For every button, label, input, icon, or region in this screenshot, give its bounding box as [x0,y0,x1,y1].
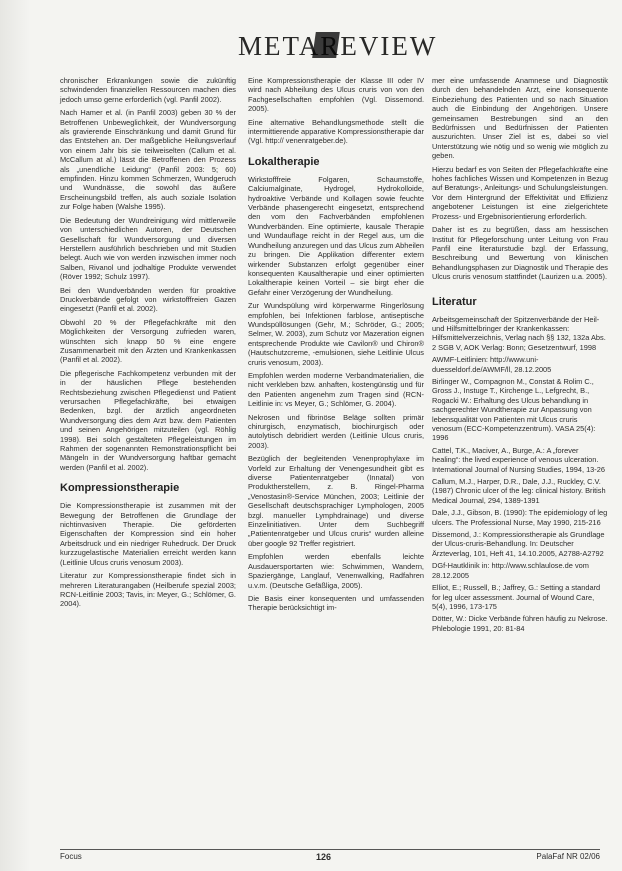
footer-section-label: Focus [60,852,82,861]
column-middle [248,76,424,617]
paragraph: Empfohlen werden moderne Verbandmaterialien, die nicht verkleben bzw. anhaften, kostengünstig und für den Patienten angenehm zum Tragen sind (RCN-Leitlinie in: vs Meyer, G.; Schlömer, G. 2004). [248,370,424,409]
column-right [432,76,608,636]
issue-label: PalaFaf NR 02/06 [536,852,600,861]
reference-item: Dötter, W.: Dicke Verbände führen häufig zu Nekrose. Phlebologie 1991, 20: 81-84 [432,614,608,633]
paragraph: Obwohl 20 % der Pflegefachkräfte mit den Möglichkeiten der Versorgung zufrieden waren, wünschten sich knapp 50 % eine engere Zusammenarbeit mit den Ärzten und Krankenkassen (Panfil et al. 2002). [60,317,236,365]
reference-item: Dale, J.J., Gibson, B. (1990): The epidemiology of leg ulcers. The Professional Nurse, May 1990, 215-216 [432,508,608,527]
paragraph: chronischer Erkrankungen sowie die zukünftig schwindenden finanziellen Ressourcen machen dies jedoch umso gerne erforderlich (vgl. Panfil 2002). [60,76,236,104]
reference-item: Dissemond, J.: Kompressionstherapie als Grundlage der Ulcus-cruris-Behandlung. In: Deutscher Ärzteverlag, 101, Heft 41, 14.10.2005, A2788-A2792 [432,530,605,558]
scan-edge [0,0,30,871]
logo-text: METAREVIEW [238,31,438,61]
paragraph: Zur Wundspülung wird körperwarme Ringerlösung empfohlen, bei Infektionen farblose, antiseptische Wundspüllösungen (Gehr, M.; Schröder, G.; 2005; Selmer, W. 2003), zum Schutz vor Mazeration eignen entsprechende Produkte wie Cavilon® und Chiron® (Hautschutzcreme, -emulsionen, siehe Leitlinie Ulcus cruris venosum, 2003). [248,301,424,367]
paragraph: Bezüglich der begleitenden Venenprophylaxe im Vorfeld zur Erhaltung der Venengesundheit gibt es diverse Patientenratgeber (Innatal) von Produktherstellern, z. B. Ringel-Pharma „Venostasin®-Service München, 2003; Leitlinie der Gesellschaft deutschsprachiger Lymphologen, 2005 bzgl. manueller Lymphdrainage) und diverse Einzelinitiativen. Unter dem Suchbegriff „Patientenratgeber und Ulcus cruris“ wurden alleine über google 92 Treffer registriert. [248,454,424,548]
reference-item: Birlinger W., Cornpagnon M., Constat & Rolim C., Gross J., Instuge T., Kirchenge L., Lefgrecht, B., Rogacki W.: Erhaltung des Ulcus behandlung in sachgerechter Wundtherapie zur Anpassung von lebensqualität von Patienten mit Ulcus cruris venosum (ECC-Kompetenzzentrum). VASA 25(4): 1996 [432,376,596,443]
page-footer [60,851,600,863]
paragraph: Bei den Wundverbänden werden für proaktive Druckverbände gefolgt von wirkstofffreien Gazen eingesetzt (Panfil et al. 2002). [60,285,236,314]
paragraph: Wirkstofffreie Folgaren, Schaumstoffe, Calciumalginate, Hydrogel, Hydrokolloide, hydroaktive Verbände und Kollagen sowie feuchte Verbände phasengerecht eingesetzt, entsprechend den vom den Fachverbänden empfohlenen Wundverbänden. Eine optimierte, kausale Therapie und Wundauflage reicht in der Regel aus, um die Wundheilung anzuregen und das Ulcus zum Abheilen zu bringen. Die Applikation differenter extern wirkender Substanzen erfolgt gegenüber einer konsequenten Kausaltherapie und einer optimierten Lokaltherapie keinen Vorteil – sie birgt eher die Gefahr einer Verzögerung der Wundheilung. [248,174,424,297]
paragraph: Die pflegerische Fachkompetenz verbunden mit der in der häuslichen Pflege bestehenden Rechtsbeziehung zwischen Pflegedienst und Patient verursachen Pflegefachkräfte, bei etwaigen Bedenken, bzgl. der ärztlich angeordneten Wundversorgung dies dem Arzt bzw. dem Patienten und seinen Angehörigen mitzuteilen (vgl. Röhlig 1998). Bei solch gestalteten Pflegeleistungen im Rahmen der sogenannten Remonstrationspflicht bei Mängeln in der Wundversorgung haftbar gemacht werden (Panfil et al. 2002). [60,368,236,472]
paragraph: Hierzu bedarf es von Seiten der Pflegefachkräfte eine hohes fachliches Wissen und Kompetenzen in Bezug auf Beratungs-, Anleitungs- und Schulungsleistungen. Vor dem Hintergrund der Effektivität und Effizienz angebotener Leistungen ist eine zielgerichtete Prozess- und Ergebnisorientierung erforderlich. [432,164,608,221]
paragraph: Die Basis einer konsequenten und umfassenden Therapie berücksichtigt im- [248,593,424,613]
section-heading-lokaltherapie: Lokaltherapie [248,155,320,168]
reference-item: Callum, M.J., Harper, D.R., Dale, J.J., Ruckley, C.V. (1987) Chronic ulcer of the leg: clinical history. British Medical Journal, 294, 1389-1391 [432,477,606,505]
meta-review-logo [238,31,438,61]
section-heading-literatur: Literatur [432,295,477,308]
paragraph: Nekrosen und fibrinöse Beläge sollten primär chirurgisch, enzymatisch, biochirurgisch oder autolytisch debridiert werden (Leitlinie Ulcus cruris, 2003). [248,412,424,450]
page-number: 126 [316,852,332,862]
paragraph: Die Kompressionstherapie ist zusammen mit der Bewegung der Betroffenen die Grundlage der nichtinvasiven Therapie. Die geförderten Eigenschaften der Kompression sind ein hoher Arbeitsdruck und ein niedriger Ruhedruck. Der Druck kurzzugelastische Materialien erreicht werden kann (Leitlinie Ulcus cruris venosum 2003). [60,501,236,567]
paragraph: Eine Kompressionstherapie der Klasse III oder IV wird nach Abheilung des Ulcus cruris von von den Fachgesellschaften empfohlen (Vgl. Dissemond. 2005). [248,76,424,114]
reference-item: Cattel, T.K., Maciver, A., Burge, A.: A „forever healing“: the lived experience of venous ulceration. International Journal of Nursing Studies, 1994, 13-26 [432,445,605,474]
paragraph: Daher ist es zu begrüßen, dass am hessischen Institut für Pflegeforschung unter Leitung von Frau Panfil eine literaturstudie bzgl. der Erfassung, Beschreibung und Bewertung von klinischen Behandlungsphasen zur Diagnostik und Therapie des Ulcus cruris venosum stattfindet (Laurizen u.a. 2005). [432,225,608,282]
paragraph: Empfohlen werden ebenfalls leichte Ausdauersportarten wie: Schwimmen, Wandern, Spaziergänge, Langlauf, Venenwalking, Radfahren u.v.m. (Deutsche Gefäßliga, 2005). [248,552,424,590]
footer-rule [60,849,600,850]
reference-item: AWMF-Leitlinien: http://www.uni-duesseldorf.de/AWMF/ll, 28.12.2005 [432,355,552,374]
paragraph: Eine alternative Behandlungsmethode stellt die intermittierende apparative Kompressionstherapie dar (Vgl. http:// venenratgeber.de). [248,117,424,146]
reference-item: Elliot, E.; Russell, B.; Jaffrey, G.: Setting a standard for leg ulcer assessment. Journal of Wound Care, 5(4), 1996, 173-175 [432,583,601,611]
paragraph: Literatur zur Kompressionstherapie findet sich in mehreren Literaturangaben (Heilberufe spezial 2003; RCN-Leitlinie 2003; Tavis, in: Meyer, G.; Schlömer, G. 2004). [60,571,236,609]
paragraph: mer eine umfassende Anamnese und Diagnostik durch den behandelnden Arzt, eine konsequente Einbeziehung des Patienten und so nach Situation auch die Einbindung der Angehörigen. Unsere gemeinsamen Bestrebungen sind an den Bedürfnissen und Bedürfnissen der Patienten auszurichten. Unser Ziel ist es, dabei so viel Unterstützung wie nötig und so wenig wie möglich zu geben. [432,76,608,161]
paragraph: Nach Hamer et al. (in Panfil 2003) geben 30 % der Betroffenen Unbeweglichkeit, der Wundversorgung als gravierende Einschränkung und damit Grund für das Entstehen an. Der maßgebliche Heilungsverlauf von einem Jahr bis sie teilweiselten (Callum et al. McCallum at al.) lässt die Betroffenen den Prozess als „unendliche Leidung“ (Panfil 2003: 5; 60) empfinden. Hinzu kommen Schmerzen, Wundgeruch und Wundnässe, die sowohl das äußere Erscheinungsbild treffen, als auch soziale Isolation zur Folge haben (Walshe 1995). [60,108,236,212]
reference-item: Arbeitsgemeinschaft der Spitzenverbände der Heil- und Hilfsmittelbringer der Krankenkassen: Hilfsmittelverzeichnis, Verlag nach §§ 132, 132a Abs. 2 SGB V, AOK Verlag: Bonn; Gesetzentwurf, 1998 [432,314,606,352]
section-heading-kompressionstherapie: Kompressionstherapie [60,482,180,495]
column-left [60,76,236,613]
paragraph: Die Bedeutung der Wundreinigung wird mittlerweile von unterschiedlichen Autoren, der Deutschen Gesellschaft für Wundversorgung und diversen Herstellern ausführlich beschrieben und mit Studien belegt. Auch wie von werden inzwischen immer noch Salben, Rivanol und jodhaltige Produkte verwendet (Röver 1992; Schulz 1997). [60,215,236,282]
reference-item: DGf-Hautklinik in: http://www.schlaulose.de vom 28.12.2005 [432,561,589,580]
